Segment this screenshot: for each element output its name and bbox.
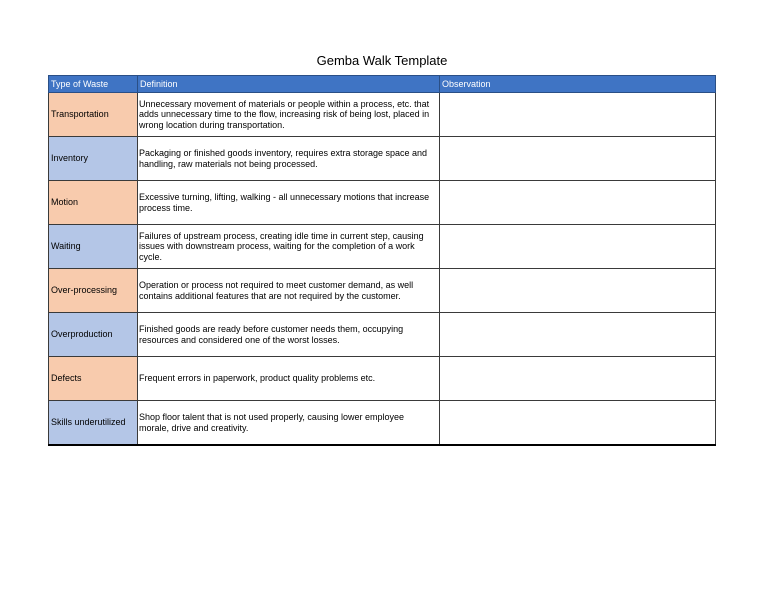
definition-cell: Excessive turning, lifting, walking - all unnecessary motions that increase process time.	[138, 181, 440, 225]
definition-cell: Failures of upstream process, creating idle time in current step, causing issues with downstream process, waiting for the completion of a work cycle.	[138, 225, 440, 269]
waste-type-cell: Over-processing	[49, 269, 138, 313]
gemba-walk-table	[48, 75, 716, 446]
column-header-type-of-waste: Type of Waste	[49, 76, 138, 93]
waste-type-cell: Transportation	[49, 93, 138, 137]
definition-cell: Finished goods are ready before customer needs them, occupying resources and considered one of the worst losses.	[138, 313, 440, 357]
column-header-observation: Observation	[440, 76, 716, 93]
table-row	[49, 401, 716, 446]
table-row	[49, 225, 716, 269]
waste-type-cell: Motion	[49, 181, 138, 225]
definition-cell: Frequent errors in paperwork, product quality problems etc.	[138, 357, 440, 401]
table-row	[49, 137, 716, 181]
table-row	[49, 93, 716, 137]
table-row	[49, 269, 716, 313]
observation-cell[interactable]	[440, 357, 716, 401]
observation-cell[interactable]	[440, 137, 716, 181]
definition-cell: Packaging or finished goods inventory, requires extra storage space and handling, raw materials not being processed.	[138, 137, 440, 181]
observation-cell[interactable]	[440, 93, 716, 137]
header-row	[49, 76, 716, 93]
observation-cell[interactable]	[440, 313, 716, 357]
waste-type-cell: Skills underutilized	[49, 401, 138, 446]
waste-type-cell: Overproduction	[49, 313, 138, 357]
column-header-definition: Definition	[138, 76, 440, 93]
definition-cell: Operation or process not required to meet customer demand, as well contains additional features that are not required by the customer.	[138, 269, 440, 313]
table-body	[49, 93, 716, 446]
page-title: Gemba Walk Template	[316, 53, 448, 68]
waste-type-cell: Defects	[49, 357, 138, 401]
table-header	[49, 76, 716, 93]
waste-type-cell: Waiting	[49, 225, 138, 269]
table-row	[49, 313, 716, 357]
observation-cell[interactable]	[440, 401, 716, 446]
definition-cell: Unnecessary movement of materials or people within a process, etc. that adds unnecessary time to the flow, increasing risk of being lost, placed in wrong location during transportation.	[138, 93, 440, 137]
table-row	[49, 357, 716, 401]
table-row	[49, 181, 716, 225]
observation-cell[interactable]	[440, 269, 716, 313]
definition-cell: Shop floor talent that is not used properly, causing lower employee morale, drive and creativity.	[138, 401, 440, 446]
waste-type-cell: Inventory	[49, 137, 138, 181]
observation-cell[interactable]	[440, 225, 716, 269]
observation-cell[interactable]	[440, 181, 716, 225]
